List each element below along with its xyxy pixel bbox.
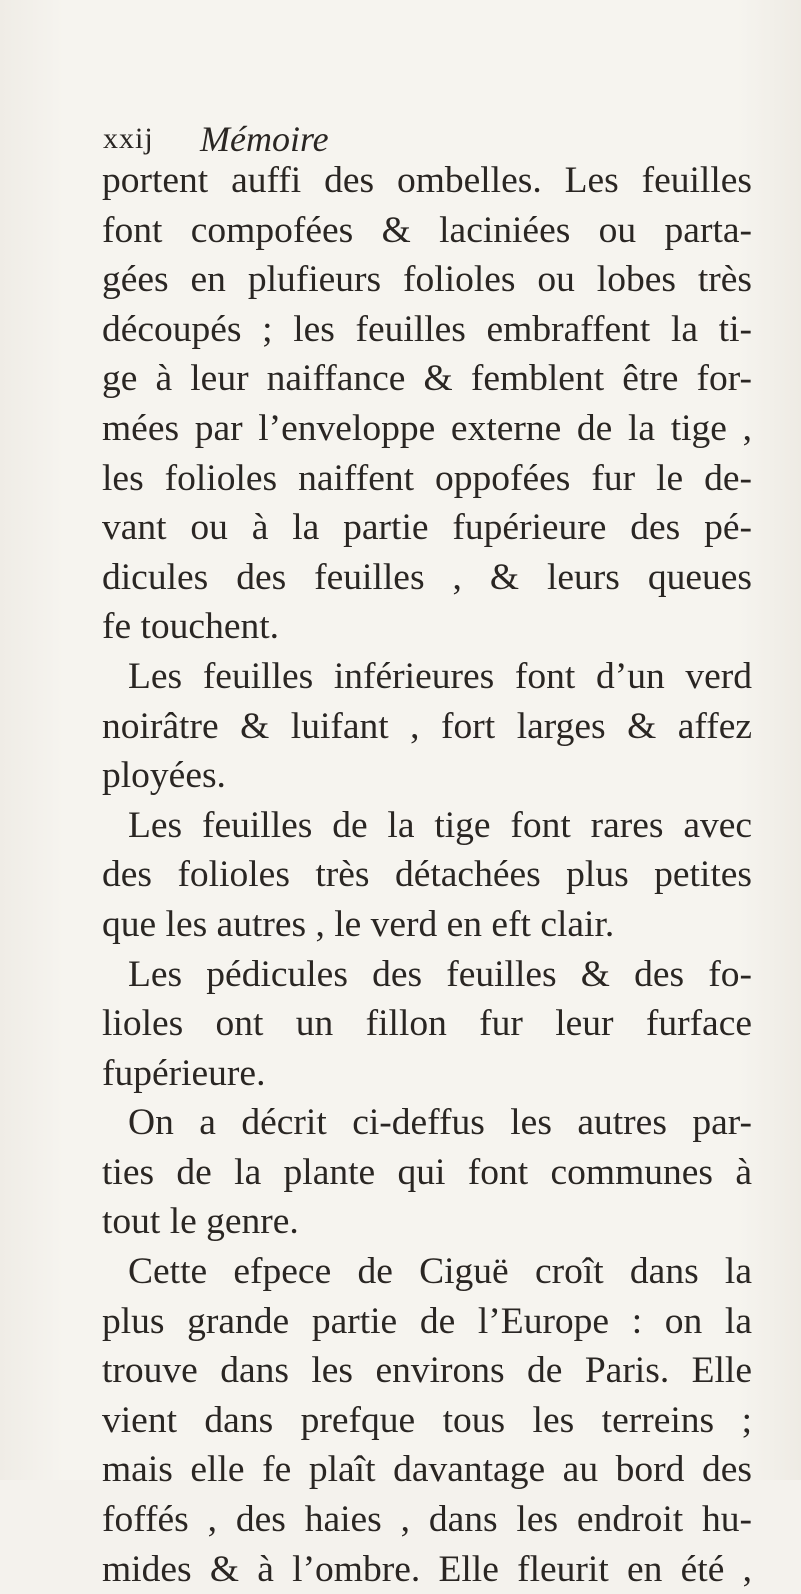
- text-line: dicules des feuilles , & leurs queues: [102, 556, 752, 598]
- text-line: noirâtre & luifant , fort larges & affez: [102, 705, 752, 747]
- text-line: lioles ont un fillon fur leur furface: [102, 1003, 752, 1045]
- text-line: découpés ; les feuilles embraffent la ti-: [102, 308, 752, 350]
- text-line: Les feuilles de la tige font rares avec: [128, 804, 752, 846]
- text-line: Les feuilles inférieures font d’un verd: [128, 655, 752, 697]
- page-number: xxij: [103, 122, 154, 155]
- text-line: gées en plufieurs folioles ou lobes très: [102, 259, 752, 301]
- text-line: fe touchent.: [102, 606, 280, 648]
- text-line: que les autres , le verd en eft clair.: [102, 903, 615, 945]
- text-line: font compofées & laciniées ou parta-: [102, 209, 752, 251]
- text-line: On a décrit ci-deffus les autres par-: [128, 1102, 752, 1144]
- text-line: vant ou à la partie fupérieure des pé-: [102, 507, 752, 549]
- running-title: Mémoire: [200, 119, 329, 159]
- text-line: trouve dans les environs de Paris. Elle: [102, 1350, 752, 1392]
- text-line: tout le genre.: [102, 1201, 299, 1243]
- text-line: ge à leur naiffance & femblent être for-: [102, 358, 752, 400]
- text-line: vient dans prefque tous les terreins ;: [102, 1399, 752, 1441]
- text-line: Les pédicules des feuilles & des fo-: [128, 953, 752, 995]
- text-line: mides & à l’ombre. Elle fleurit en été ,: [102, 1548, 752, 1590]
- text-line: plus grande partie de l’Europe : on la: [102, 1300, 752, 1342]
- text-line: portent auffi des ombelles. Les feuilles: [102, 160, 752, 201]
- text-line: ployées.: [102, 755, 226, 797]
- text-line: les folioles naiffent oppofées fur le de-: [102, 457, 752, 499]
- text-line: fupérieure.: [102, 1052, 266, 1094]
- body-text: [102, 156, 752, 1594]
- text-line: foffés , des haies , dans les endroit hu-: [102, 1499, 752, 1541]
- text-line: ties de la plante qui font communes à: [102, 1151, 752, 1193]
- text-line: mais elle fe plaît davantage au bord des: [102, 1449, 752, 1491]
- text-line: des folioles très détachées plus petites: [102, 854, 752, 896]
- text-line: Cette efpece de Ciguë croît dans la: [128, 1251, 752, 1293]
- text-line: mées par l’enveloppe externe de la tige ,: [102, 407, 752, 449]
